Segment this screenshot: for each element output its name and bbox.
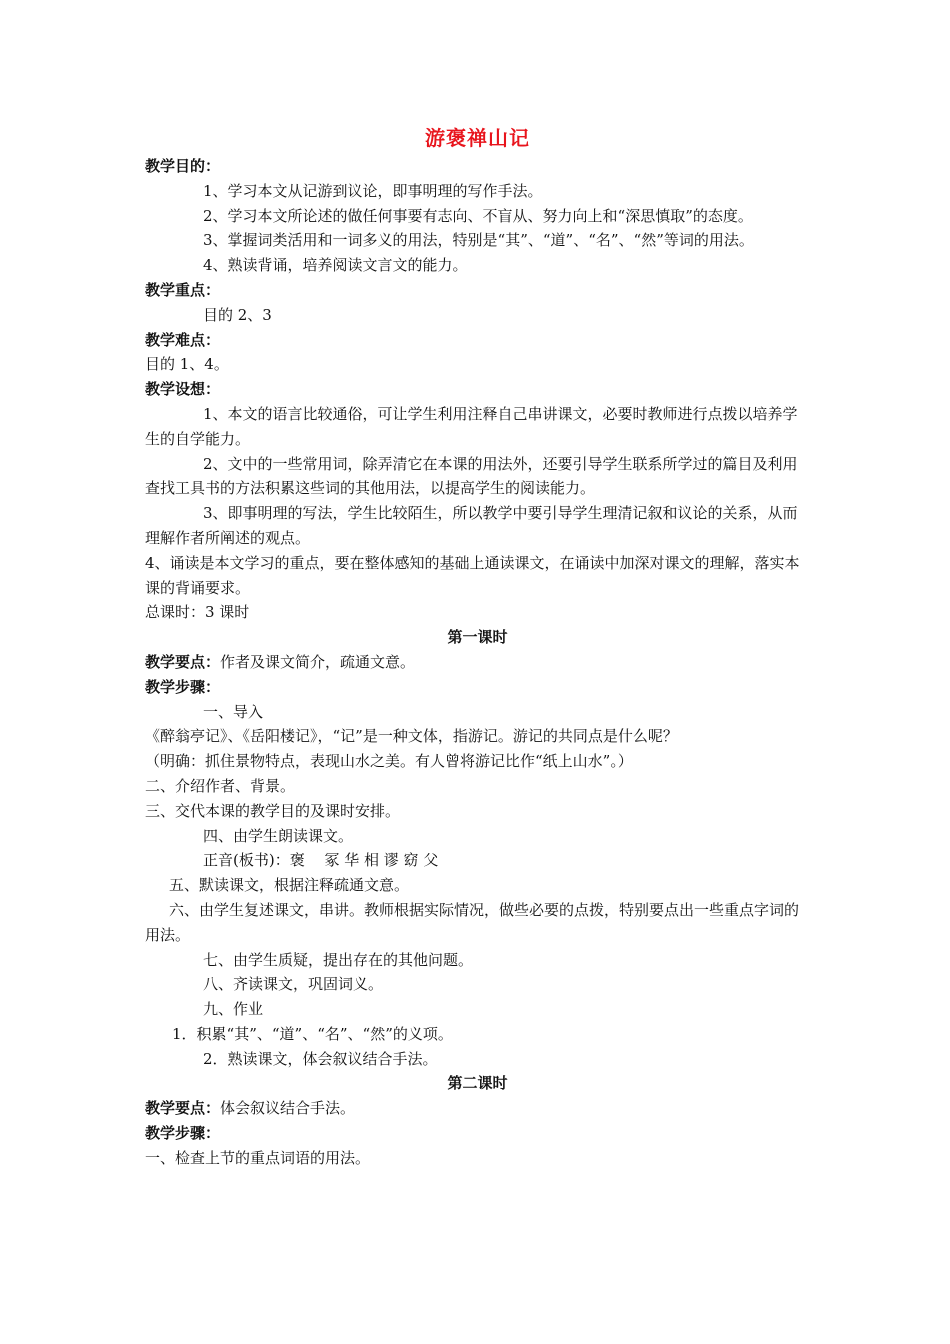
lesson-1-step-2: 二、介绍作者、背景。 (145, 776, 296, 795)
lesson-1-focus-text: 作者及课文简介，疏通文意。 (220, 652, 416, 671)
total-lessons: 总课时：3 课时 (145, 603, 250, 622)
lesson-1-heading: 第一课时 (447, 628, 508, 647)
lesson-1-steps-label: 教学步骤： (145, 677, 221, 696)
lesson-1-step-1: 一、导入 (203, 702, 264, 721)
lesson-1-step-5: 五、默读课文，根据注释疏通文意。 (169, 876, 410, 895)
key-points-text: 目的 2、3 (203, 305, 272, 324)
lesson-2-heading: 第二课时 (447, 1074, 508, 1093)
document-body (145, 124, 810, 1171)
idea-item-1: 1、本文的语言比较通俗，可让学生利用注释自己串讲课文，必要时教师进行点拨以培养学生的自学能力。 (145, 404, 798, 448)
lesson-2-steps-label: 教学步骤： (145, 1124, 221, 1143)
lesson-1-step-1-note: （明确：抓住景物特点，表现山水之美。有人曾将游记比作“纸上山水”。） (145, 752, 633, 771)
lesson-2-focus-label: 教学要点： (145, 1099, 221, 1118)
lesson-1-pronunciation: 正音(板书)：褒 冢 华 相 谬 窈 父 (203, 851, 439, 870)
lesson-1-focus-label: 教学要点： (145, 652, 221, 671)
lesson-1-focus (145, 650, 810, 675)
difficulties-heading: 教学难点： (145, 330, 221, 349)
objective-item-3: 3、掌握词类活用和一词多义的用法，特别是“其”、“道”、“名”、“然”等词的用法。 (203, 231, 754, 250)
lesson-1-step-7: 七、由学生质疑，提出存在的其他问题。 (203, 950, 474, 969)
objective-item-4: 4、熟读背诵，培养阅读文言文的能力。 (203, 256, 468, 275)
idea-item-2: 2、文中的一些常用词，除弄清它在本课的用法外，还要引导学生联系所学过的篇目及利用查找工具书的方法积累这些词的其他用法，以提高学生的阅读能力。 (145, 454, 798, 498)
key-points-heading: 教学重点： (145, 280, 221, 299)
idea-item-4: 4、诵读是本文学习的重点，要在整体感知的基础上通读课文，在诵读中加深对课文的理解，落实本课的背诵要求。 (145, 553, 800, 597)
difficulties-text: 目的 1、4。 (145, 355, 229, 374)
lesson-1-step-6: 六、由学生复述课文，串讲。教师根据实际情况，做些必要的点拨，特别要点出一些重点字词的用法。 (145, 900, 800, 944)
lesson-1-step-8: 八、齐读课文，巩固词义。 (203, 975, 384, 994)
lesson-1-step-4: 四、由学生朗读课文。 (203, 826, 354, 845)
lesson-1-homework-2: 2．熟读课文，体会叙议结合手法。 (203, 1049, 438, 1068)
objectives-heading: 教学目的： (145, 157, 221, 175)
lesson-1-homework-1: 1．积累“其”、“道”、“名”、“然”的义项。 (172, 1024, 453, 1043)
lesson-1-step-9: 九、作业 (203, 1000, 264, 1019)
lesson-2-focus (145, 1096, 810, 1121)
lesson-1-step-3: 三、交代本课的教学目的及课时安排。 (145, 801, 401, 820)
lesson-1-step-1-text: 《醉翁亭记》、《岳阳楼记》，“记”是一种文体，指游记。游记的共同点是什么呢？ (145, 727, 678, 746)
lesson-2-focus-text: 体会叙议结合手法。 (220, 1099, 356, 1118)
document-title: 游褒禅山记 (425, 126, 530, 150)
objective-item-2: 2、学习本文所论述的做任何事要有志向、不盲从、努力向上和“深思慎取”的态度。 (203, 206, 753, 225)
ideas-heading: 教学设想： (145, 380, 221, 399)
lesson-2-step-1: 一、检查上节的重点词语的用法。 (145, 1148, 371, 1167)
objective-item-1: 1、学习本文从记游到议论，即事明理的写作手法。 (203, 181, 543, 200)
idea-item-3: 3、即事明理的写法，学生比较陌生，所以教学中要引导学生理清记叙和议论的关系，从而理解作者所阐述的观点。 (145, 504, 798, 547)
